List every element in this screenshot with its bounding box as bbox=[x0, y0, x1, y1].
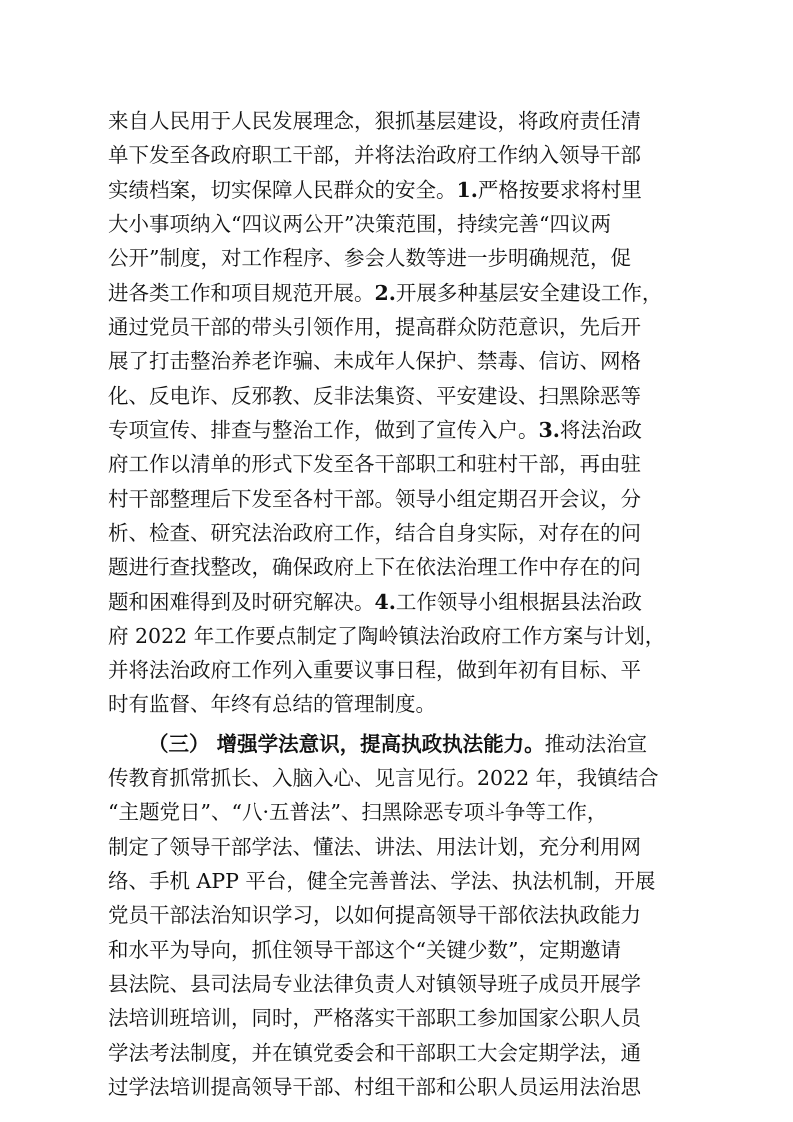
body-text-line bbox=[108, 447, 688, 481]
text-run: 开展多种基层安全建设工作， bbox=[395, 280, 663, 305]
list-number: 1. bbox=[456, 177, 478, 202]
text-run: “主题党日”、“八·五普法”、扫黑除恶专项斗争等工作， bbox=[108, 800, 608, 825]
body-text-line bbox=[108, 687, 688, 721]
text-run: 单下发至各政府职工干部，并将法治政府工作纳入领导干部 bbox=[108, 143, 641, 168]
text-run: 题进行查找整改，确保政府上下在依法治理工作中存在的问 bbox=[108, 555, 641, 580]
body-text-line bbox=[108, 516, 688, 550]
body-text-line bbox=[108, 104, 688, 138]
body-text-line bbox=[108, 207, 688, 241]
body-text-line bbox=[108, 585, 688, 619]
body-text-line bbox=[108, 1001, 688, 1035]
body-text-line bbox=[108, 795, 688, 829]
text-run: 和水平为导向，抓住领导干部这个“关键少数”，定期邀请 bbox=[108, 937, 621, 962]
text-run: 推动法治宣 bbox=[544, 731, 648, 756]
text-run: 展了打击整治养老诈骗、未成年人保护、禁毒、信访、网格 bbox=[108, 349, 641, 374]
body-text-line bbox=[108, 344, 688, 378]
text-run: 进各类工作和项目规范开展。 bbox=[108, 280, 375, 305]
text-run: 学法考法制度，并在镇党委会和干部职工大会定期学法，通 bbox=[108, 1040, 641, 1065]
text-run: 工作领导小组根据县法治政 bbox=[395, 589, 642, 614]
list-number: 2. bbox=[374, 280, 396, 305]
body-text-line bbox=[108, 379, 688, 413]
body-text-line bbox=[108, 967, 688, 1001]
text-run: 化、反电诈、反邪教、反非法集资、平安建设、扫黑除恶等 bbox=[108, 383, 641, 408]
text-run: 府工作以清单的形式下发至各干部职工和驻村干部，再由驻 bbox=[108, 452, 641, 477]
body-text-line bbox=[108, 898, 688, 932]
section-heading-line bbox=[148, 727, 688, 761]
text-run: 实绩档案，切实保障人民群众的安全。 bbox=[108, 177, 457, 202]
text-run: 过学法培训提高领导干部、村组干部和公职人员运用法治思 bbox=[108, 1075, 641, 1099]
text-run: 传教育抓常抓长、入脑入心、见言见行。2022 年，我镇结合 bbox=[108, 766, 659, 791]
text-run: 法培训班培训，同时，严格落实干部职工参加国家公职人员 bbox=[108, 1006, 641, 1031]
body-text-line bbox=[108, 138, 688, 172]
text-run: 县法院、县司法局专业法律负责人对镇领导班子成员开展学 bbox=[108, 972, 641, 997]
body-text-line bbox=[108, 619, 688, 653]
body-text-line bbox=[108, 482, 688, 516]
text-run: 时有监督、年终有总结的管理制度。 bbox=[108, 692, 436, 717]
body-text-line bbox=[108, 310, 688, 344]
body-text-line bbox=[108, 173, 688, 207]
body-text-line bbox=[108, 761, 688, 795]
text-run: 并将法治政府工作列入重要议事日程，做到年初有目标、平 bbox=[108, 658, 641, 683]
body-text-line bbox=[108, 241, 688, 275]
text-run: 公开”制度，对工作程序、参会人数等进一步明确规范，促 bbox=[108, 246, 631, 271]
text-run: 将法治政 bbox=[559, 417, 642, 442]
body-text-line bbox=[108, 830, 688, 864]
body-text-line bbox=[108, 653, 688, 687]
text-run: 专项宣传、排查与整治工作，做到了宣传入户。 bbox=[108, 417, 539, 442]
text-run: 制定了领导干部学法、懂法、讲法、用法计划，充分利用网 bbox=[108, 834, 641, 859]
section-heading: （三） 增强学法意识，提高执政执法能力。 bbox=[148, 731, 545, 756]
text-run: 村干部整理后下发至各村干部。领导小组定期召开会议，分 bbox=[108, 486, 641, 511]
text-run: 党员干部法治知识学习，以如何提高领导干部依法执政能力 bbox=[108, 903, 641, 928]
text-run: 府 2022 年工作要点制定了陶岭镇法治政府工作方案与计划， bbox=[108, 623, 666, 648]
list-number: 4. bbox=[374, 589, 396, 614]
body-text-line bbox=[108, 933, 688, 967]
body-text-line bbox=[108, 1070, 688, 1104]
list-number: 3. bbox=[538, 417, 560, 442]
text-run: 来自人民用于人民发展理念，狠抓基层建设，将政府责任清 bbox=[108, 109, 641, 133]
body-text-line bbox=[108, 864, 688, 898]
text-run: 络、手机 APP 平台，健全完善普法、学法、执法机制，开展 bbox=[108, 869, 656, 894]
body-text-line bbox=[108, 413, 688, 447]
text-run: 题和困难得到及时研究解决。 bbox=[108, 589, 375, 614]
body-text-line bbox=[108, 550, 688, 584]
text-run: 通过党员干部的带头引领作用，提高群众防范意识，先后开 bbox=[108, 314, 641, 339]
text-run: 大小事项纳入“四议两公开”决策范围，持续完善“四议两 bbox=[108, 211, 611, 236]
text-run: 析、检查、研究法治政府工作，结合自身实际，对存在的问 bbox=[108, 520, 641, 545]
body-text-line bbox=[108, 1036, 688, 1070]
text-run: 严格按要求将村里 bbox=[477, 177, 642, 202]
body-text-line bbox=[108, 276, 688, 310]
